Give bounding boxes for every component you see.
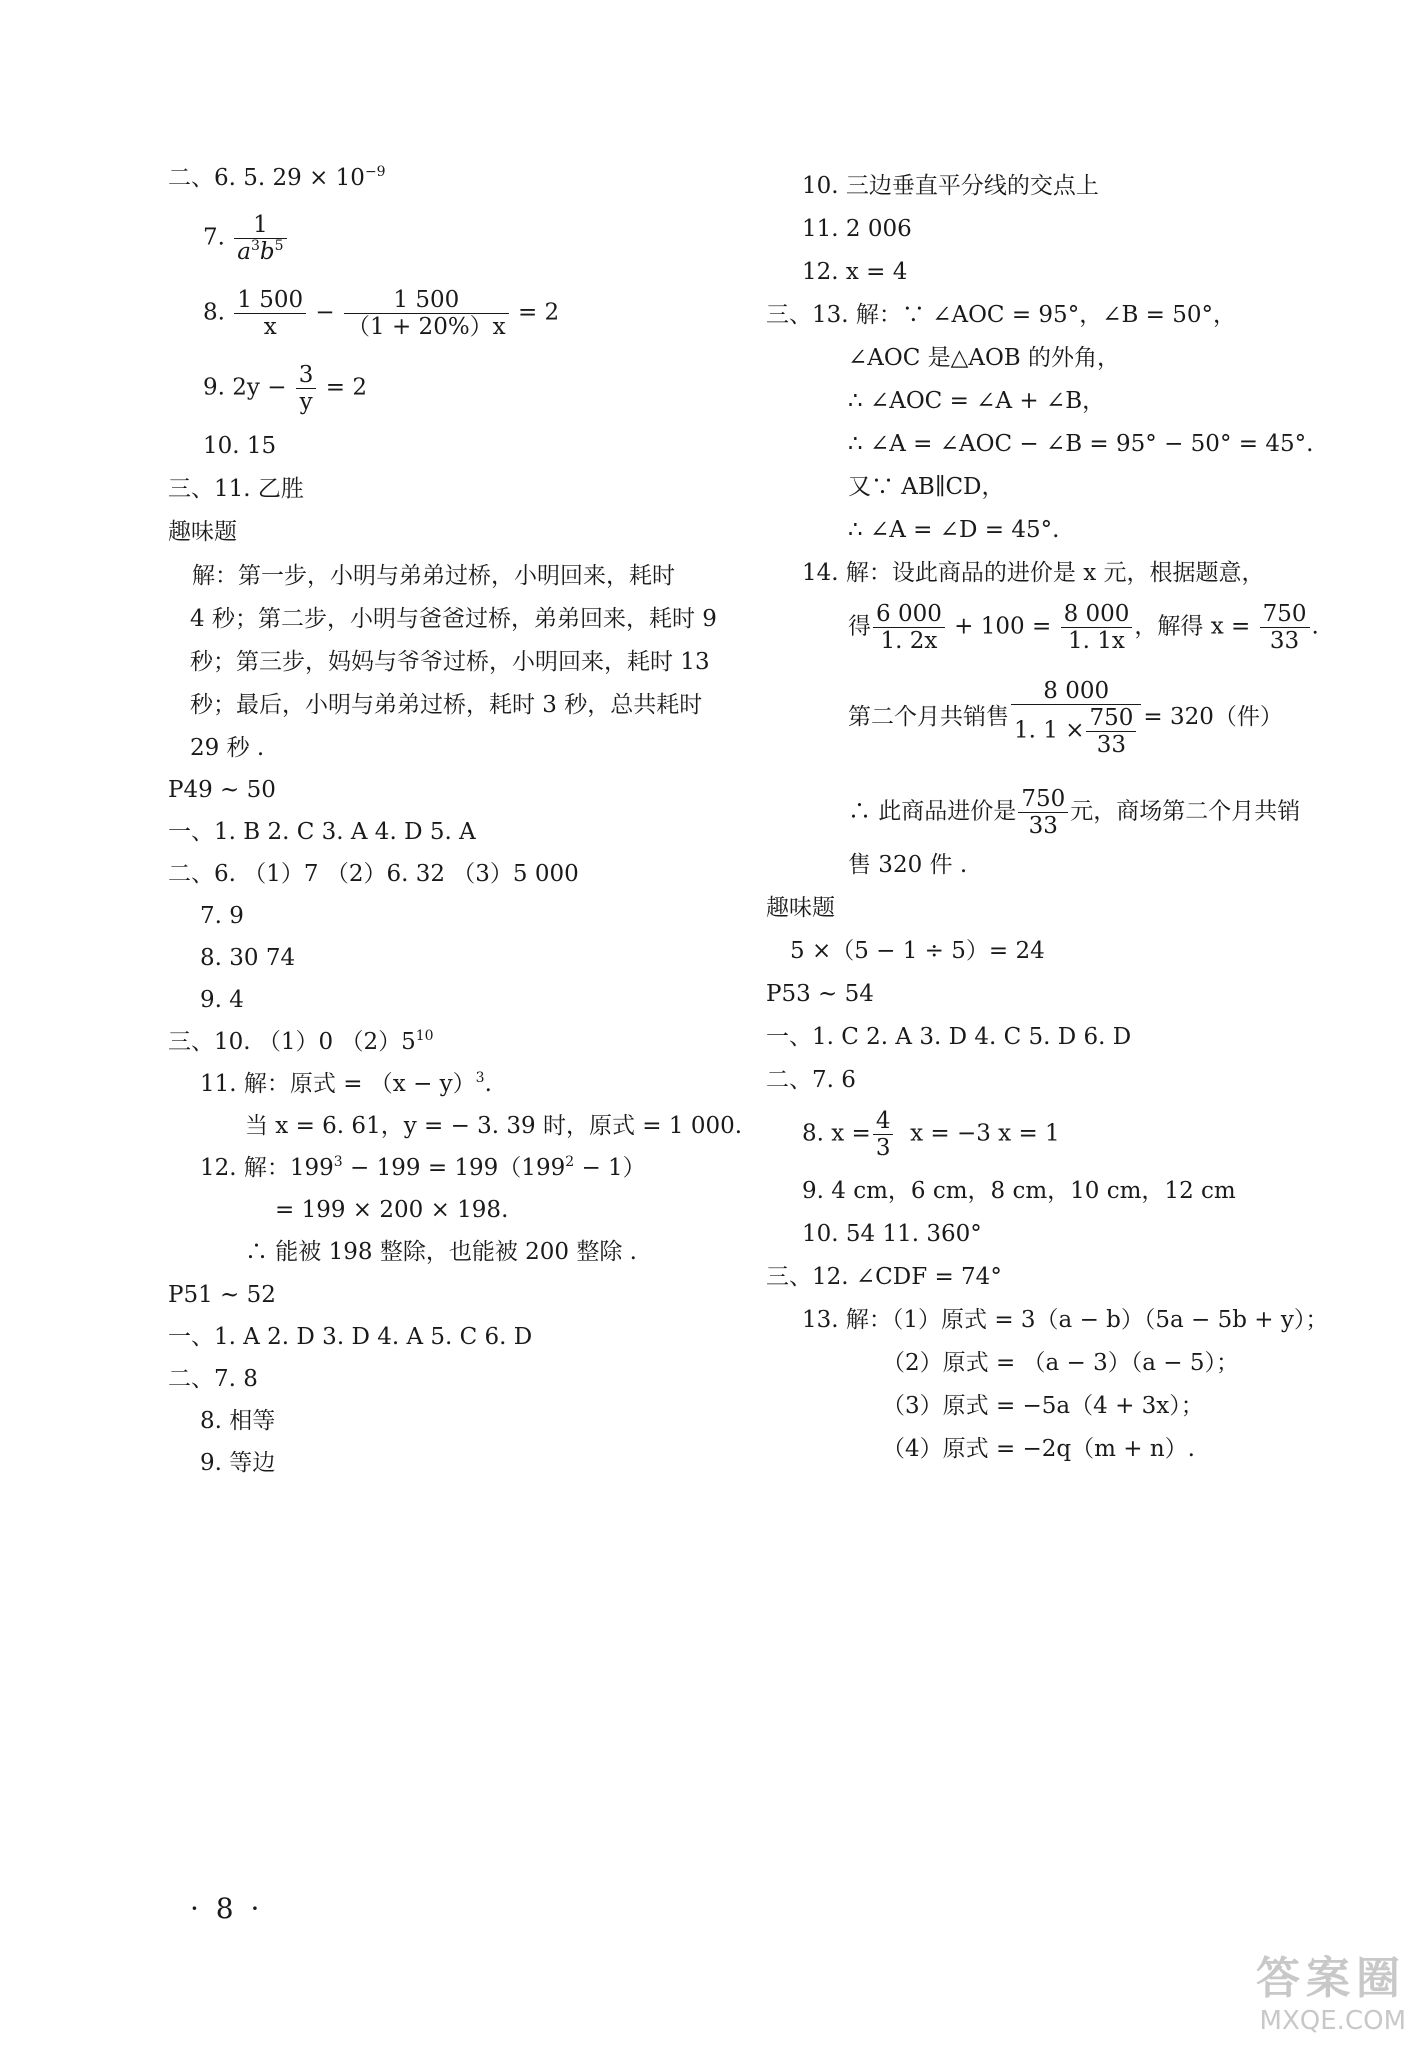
answer-line: （3）原式 = −5a（4 + 3x）；: [882, 1393, 1204, 1419]
answer-line: 二、6. （1）7 （2）6. 32 （3）5 000: [168, 861, 579, 887]
fraction: $\frac{8 000}{1. 1x}$: [1061, 601, 1133, 654]
answer-line: 10. 54 11. 360°: [802, 1221, 982, 1247]
answer-line: ∠AOC 是△AOB 的外角，: [848, 345, 1121, 371]
answer-line: 秒；最后，小明与弟弟过桥，耗时 3 秒，总共耗时: [190, 692, 703, 718]
answer-line: 13. 解：（1）原式 = 3（a − b）（5a − 5b + y）；: [802, 1307, 1329, 1333]
answer-line: 当 x = 6. 61，y = − 3. 39 时，原式 = 1 000.: [245, 1113, 743, 1139]
answer-line: 8. 30 74: [200, 945, 296, 971]
answer-line: 9. 4 cm，6 cm，8 cm，10 cm，12 cm: [802, 1178, 1236, 1204]
answer-line: 10. 三边垂直平分线的交点上: [802, 173, 1099, 199]
answer-line: ∴ ∠A = ∠D = 45°.: [848, 517, 1060, 543]
answer-line: = 199 × 200 × 198.: [275, 1197, 509, 1223]
answer-line: （2）原式 = （a − 3）（a − 5）；: [882, 1350, 1240, 1376]
answer-line: 10. 15: [203, 433, 277, 459]
answer-line: 8. $\frac{1 500}{x}$ − $\frac{1 500}{(1 + 20\%)x}$ = 2: [203, 287, 560, 340]
answer-line: 解：第一步，小明与弟弟过桥，小明回来，耗时: [192, 563, 675, 589]
fraction: $\frac{3}{y}$: [296, 362, 317, 415]
answer-line: 11. 解：原式 = $(x - y)^3$.: [200, 1070, 492, 1097]
answer-line: 29 秒 .: [190, 735, 265, 761]
section-heading: 趣味题: [766, 895, 835, 921]
answer-line: 售 320 件 .: [848, 852, 968, 878]
fraction: $\frac{750}{33}$: [1018, 786, 1068, 839]
answer-line: 8. 相等: [200, 1408, 276, 1434]
section-heading: P49 ~ 50: [168, 777, 276, 803]
answer-line: 二、7. 6: [766, 1067, 856, 1093]
answer-line: 7. 9: [200, 903, 244, 929]
answer-line: ∴ ∠AOC = ∠A + ∠B，: [848, 388, 1106, 414]
answer-line: 二、7. 8: [168, 1366, 258, 1392]
answer-line: 7. $\frac{1}{a^3b^5}$: [203, 212, 289, 265]
section-heading: P51 ~ 52: [168, 1282, 276, 1308]
answer-line: ∴ 能被 198 整除，也能被 200 整除 .: [245, 1239, 637, 1265]
fraction: $\frac{4}{3}$: [873, 1108, 894, 1161]
answer-line: 一、1. A 2. D 3. D 4. A 5. C 6. D: [168, 1324, 533, 1350]
answer-line: 又∵ AB∥CD，: [848, 474, 1005, 500]
answer-line: 三、13. 解：∵ ∠AOC = 95°，∠B = 50°，: [766, 302, 1237, 328]
answer-line: ∴ 此商品进价是 $\frac{750}{33}$ 元，商场第二个月共销: [848, 786, 1301, 839]
watermark-text: 答案圈: [1256, 1953, 1406, 2004]
answer-line: 三、12. ∠CDF = 74°: [766, 1264, 1002, 1290]
section-heading: 趣味题: [168, 519, 237, 545]
answer-line: 14. 解：设此商品的进价是 x 元，根据题意，: [802, 560, 1265, 586]
answer-line: 9. 2y − $\frac{3}{y}$ = 2: [203, 362, 367, 415]
answer-line: 12. 解：$199^3 - 199 = 199(199^2 - 1)$: [200, 1154, 646, 1181]
watermark-logo: [1256, 1942, 1406, 2036]
fraction: $\frac{750}{33}$: [1260, 601, 1310, 654]
watermark-url: MXQE.COM: [1259, 2006, 1406, 2036]
answer-line: 9. 等边: [200, 1450, 276, 1476]
answer-line: 8. x = $\frac{4}{3}$ x = −3 x = 1: [802, 1108, 1060, 1161]
answer-line: 第二个月共销售 8 000 1. 1 × $\frac{750}{33}$ = 320（件）: [848, 678, 1283, 758]
answer-line: 5 ×（5 − 1 ÷ 5）= 24: [790, 938, 1045, 964]
answer-line: 秒；第三步，妈妈与爷爷过桥，小明回来，耗时 13: [190, 649, 710, 675]
fraction: 8 000 1. 1 × $\frac{750}{33}$: [1011, 678, 1141, 758]
answer-line: 二、6. 5. $29 \times 10^{-9}$: [168, 164, 386, 191]
answer-line: 12. x = 4: [802, 259, 908, 285]
answer-line: ∴ ∠A = ∠AOC − ∠B = 95° − 50° = 45°.: [848, 431, 1314, 457]
answer-line: 三、10. （1）0 $(2)5^{10}$: [168, 1028, 434, 1055]
page-number: · 8 ·: [190, 1892, 264, 1925]
answer-line: 9. 4: [200, 987, 244, 1013]
fraction: $\frac{6 000}{1. 2x}$: [873, 601, 945, 654]
answer-line: 一、1. B 2. C 3. A 4. D 5. A: [168, 819, 476, 845]
answer-line: 得 $\frac{6 000}{1. 2x}$ + 100 = $\frac{8 000}{1. 1x}$ ，解得 x = $\frac{750}{33}$ .: [848, 601, 1319, 654]
answer-line: 三、11. 乙胜: [168, 476, 304, 502]
fraction: $\frac{1 500}{(1 + 20\%)x}$: [344, 287, 509, 340]
fraction: $\frac{750}{33}$: [1086, 705, 1136, 758]
fraction: $\frac{1}{a^3b^5}$: [234, 212, 286, 265]
section-heading: P53 ~ 54: [766, 981, 874, 1007]
fraction: $\frac{1 500}{x}$: [234, 287, 306, 340]
answer-line: （4）原式 = −2q（m + n）.: [882, 1436, 1195, 1462]
answer-line: 11. 2 006: [802, 216, 912, 242]
answer-line: 一、1. C 2. A 3. D 4. C 5. D 6. D: [766, 1024, 1132, 1050]
answer-line: 4 秒；第二步，小明与爸爸过桥，弟弟回来，耗时 9: [190, 606, 717, 632]
